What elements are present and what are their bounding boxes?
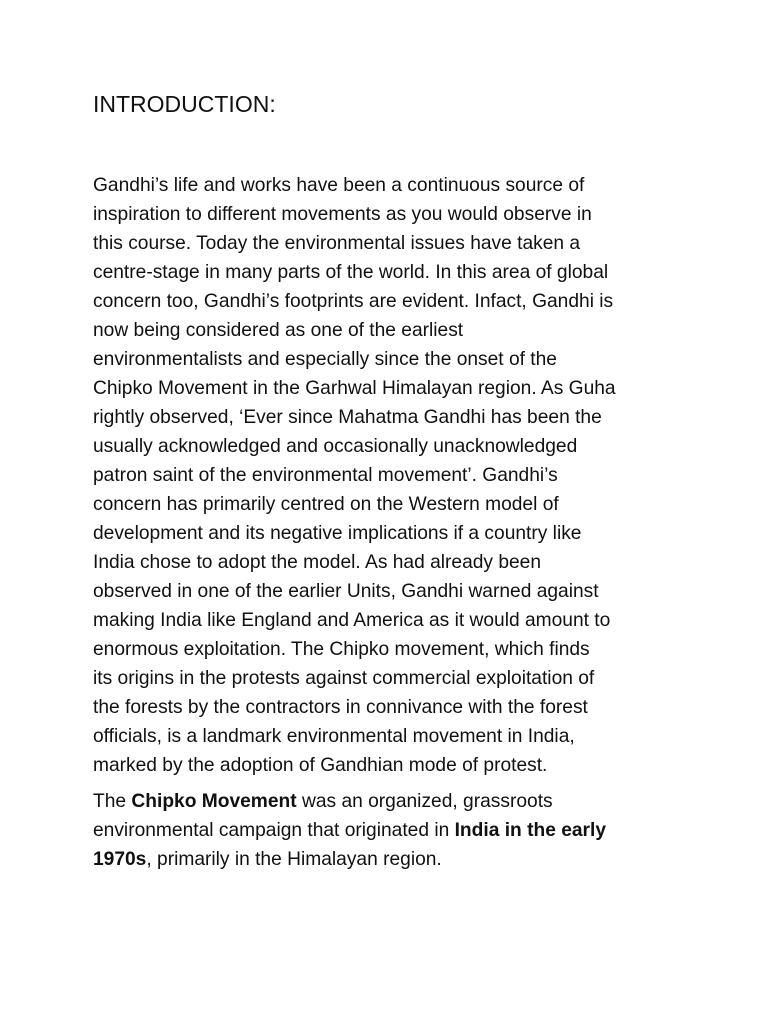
paragraph-line: India chose to adopt the model. As had already been (93, 552, 542, 573)
paragraph-line: the forests by the contractors in connivance with the forest (93, 697, 588, 718)
paragraph-line: environmentalists and especially since the onset of the (93, 349, 557, 370)
text-run: was an organized, grassroots (296, 791, 553, 812)
paragraph-line: usually acknowledged and occasionally unacknowledged (93, 436, 578, 457)
text-run: The (93, 791, 132, 812)
paragraph-line: making India like England and America as it would amount to (93, 610, 611, 631)
paragraph-line: concern too, Gandhi’s footprints are evident. Infact, Gandhi is (93, 291, 614, 312)
paragraph-line (93, 787, 683, 816)
paragraph-line: marked by the adoption of Gandhian mode of protest. (93, 755, 548, 776)
paragraph-line: Gandhi’s life and works have been a continuous source of (93, 175, 585, 196)
paragraph-line: concern has primarily centred on the Western model of (93, 494, 559, 515)
paragraph-line: rightly observed, ‘Ever since Mahatma Gandhi has been the (93, 407, 602, 428)
chipko-paragraph (93, 787, 683, 874)
bold-term: 1970s (93, 849, 147, 870)
paragraph-line: observed in one of the earlier Units, Gandhi warned against (93, 581, 599, 602)
paragraph-line (93, 845, 683, 874)
bold-term: Chipko Movement (131, 791, 297, 812)
paragraph-line: Chipko Movement in the Garhwal Himalayan region. As Guha (93, 378, 616, 399)
paragraph-line (93, 816, 683, 845)
paragraph-line: its origins in the protests against commercial exploitation of (93, 668, 595, 689)
paragraph-line: officials, is a landmark environmental movement in India, (93, 726, 575, 747)
page-heading: INTRODUCTION: (93, 91, 276, 117)
text-run: environmental campaign that originated in (93, 820, 455, 841)
paragraph-line: development and its negative implications if a country like (93, 523, 582, 544)
paragraph-line: inspiration to different movements as you would observe in (93, 204, 592, 225)
paragraph-line: now being considered as one of the earliest (93, 320, 464, 341)
paragraph-line: this course. Today the environmental issues have taken a (93, 233, 581, 254)
paragraph-line: patron saint of the environmental movement’. Gandhi’s (93, 465, 558, 486)
text-run: , primarily in the Himalayan region. (146, 849, 442, 870)
paragraph-line: centre-stage in many parts of the world. In this area of global (93, 262, 609, 283)
intro-paragraph (93, 171, 683, 780)
bold-term: India in the early (454, 820, 607, 841)
paragraph-line: enormous exploitation. The Chipko movement, which finds (93, 639, 590, 660)
